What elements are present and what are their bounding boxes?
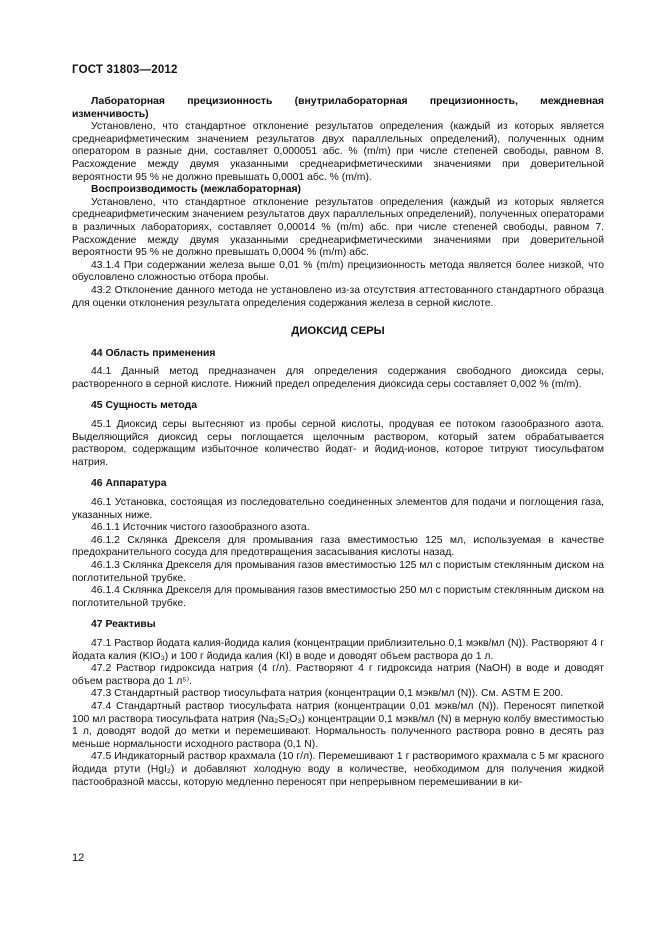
- paragraph-47-4: 47.4 Стандартный раствор тиосульфата натрия (концентрации 0,01 мэкв/мл (N)). Переносят пипеткой 100 мл раствора тиосульфата натрия (Na₂S₂O₃) концентрации 0,1 мэкв/мл (N) в мерную колбу вместимостью 1 л, доводят водой до метки и перемешивают. Нормальность полученного раствора ровно в десять раз меньше нормальности исходного раствора (0,1 N).: [72, 700, 604, 750]
- paragraph-46-1-3: 46.1.3 Склянка Дрекселя для промывания газов вместимостью 125 мл с пористым стеклянным диском на поглотительной трубке.: [72, 560, 604, 584]
- section-main-title: ДИОКСИД СЕРЫ: [291, 325, 385, 338]
- paragraph-43-1-4: 43.1.4 При содержании железа выше 0,01 % (m/m) прецизионность метода является более низкой, что обусловлено сложностью отбора пробы.: [72, 259, 604, 284]
- paragraph-47-2: 47.2 Раствор гидроксида натрия (4 г/л). Растворяют 4 г гидроксида натрия (NaOH) в воде и доводят объем раствора до 1 л⁵⁾.: [72, 663, 604, 687]
- reproducibility-title: Воспроизводимость (межлабораторная): [91, 184, 302, 196]
- lab-precision-title: Лабораторная прецизионность (внутрилабораторная прецизионность, междневная изменчивость): [72, 96, 604, 120]
- document-header: ГОСТ 31803—2012: [72, 64, 178, 76]
- paragraph-44-1: 44.1 Данный метод предназначен для определения содержания свободного диоксида серы, растворенного в серной кислоте. Нижний предел определения диоксида серы составляет 0,002 % (m/m).: [72, 366, 604, 390]
- paragraph-45-1: 45.1 Диоксид серы вытесняют из пробы серной кислоты, продувая ее потоком газообразного азота. Выделяющийся диоксид серы поглощается щелочным раствором, который затем обрабатывается раствором, содержащим избыточное количество йодат- и йодид-ионов, которое титруют тиосульфатом натрия.: [72, 419, 604, 468]
- page-number: 12: [72, 852, 85, 864]
- paragraph-46-1-1: 46.1.1 Источник чистого газообразного азота.: [91, 522, 310, 534]
- paragraph-46-1: 46.1 Установка, состоящая из последовательно соединенных элементов для подачи и поглощения газа, указанных ниже.: [72, 497, 604, 521]
- lab-precision-text: Установлено, что стандартное отклонение результатов определения (каждый из которых является среднеарифметическим значением результатов двух параллельных определений), полученных одним оператором в разные дни, составляет 0,000051 абс. % (m/m) при числе степеней свободы, равном 8. Расхождение между двумя указанными среднеарифметическими значениями при доверительной вероятности 95 % не должно превышать 0,0001 абс. % (m/m).: [72, 121, 604, 183]
- paragraph-46-1-2: 46.1.2 Склянка Дрекселя для промывания газа вместимостью 125 мл, используемая в качестве предохранительного сосуда для предотвращения засасывания кислоты назад.: [72, 534, 604, 559]
- reproducibility-text: Установлено, что стандартное отклонение результатов определения (каждый из которых является среднеарифметическим значением результатов двух параллельных определений), полученных операторами в различных лабораториях, составляет 0,00014 % (m/m) абс. при числе степеней свободы, равном 7. Расхождение между двумя указанными среднеарифметическими значениями при доверительной вероятности 95 % не должно превышать 0,0004 % (m/m) абс.: [72, 196, 604, 259]
- section-44-heading: 44 Область применения: [91, 347, 216, 359]
- paragraph-46-1-4: 46.1.4 Склянка Дрекселя для промывания газов вместимостью 250 мл с пористым стеклянным диском на поглотительной трубке.: [72, 585, 604, 609]
- paragraph-47-5: 47.5 Индикаторный раствор крахмала (10 г/л). Перемешивают 1 г растворимого крахмала с 5 мг красного йодида ртути (HgI₂) и добавляют холодную воду в количестве, необходимом для получения жидкой пастообразной массы, которую медленно переносят при непрерывном перемешивании в ки-: [72, 751, 604, 788]
- section-46-heading: 46 Аппаратура: [91, 478, 167, 490]
- section-47-heading: 47 Реактивы: [91, 619, 156, 631]
- document-body: [72, 96, 604, 789]
- section-45-heading: 45 Сущность метода: [91, 400, 197, 412]
- paragraph-47-1: 47.1 Раствор йодата калия-йодида калия (концентрации приблизительно 0,1 мэкв/мл (N)). Растворяют 4 г йодата калия (KIO₃) и 100 г йодида калия (KI) в воде и доводят объем раствора до 1 л.: [72, 637, 604, 662]
- paragraph-47-3: 47.3 Стандартный раствор тиосульфата натрия (концентрации 0,1 мэкв/мл (N)). См. ASTM E 200.: [91, 688, 564, 700]
- paragraph-43-2: 43.2 Отклонение данного метода не установлено из-за отсутствия аттестованного стандартного образца для оценки отклонения результата определения содержания железа в серной кислоте.: [72, 284, 604, 309]
